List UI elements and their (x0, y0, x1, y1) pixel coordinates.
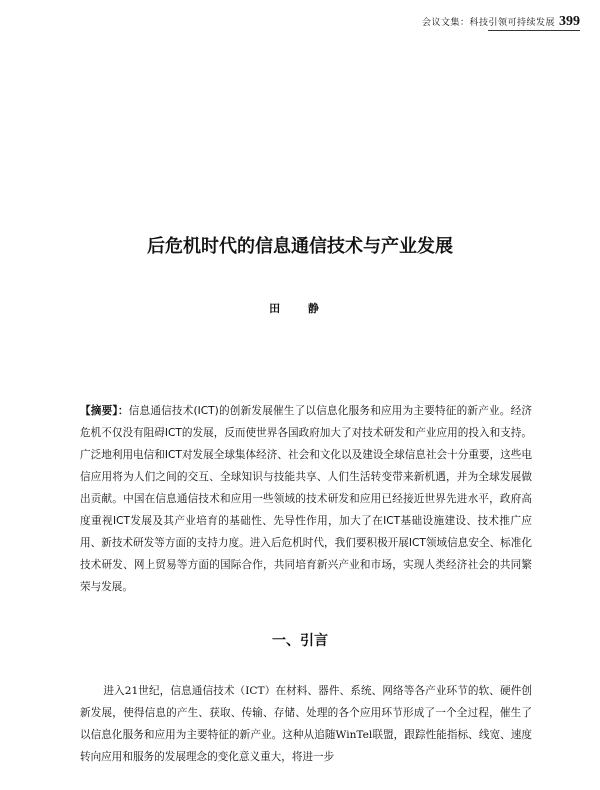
abstract (80, 400, 532, 598)
abstract-text: 信息通信技术(ICT)的创新发展催生了以信息化服务和应用为主要特征的新产业。经济危机不仅没有阻碍ICT的发展，反而使世界各国政府加大了对技术研发和产业应用的投入和支持。广泛地利用电信和ICT对发展全球集体经济、社会和文化以及建设全球信息社会十分重要，这些电信应用将为人们之间的交互、全球知识与技能共享、人们生活转变带来新机遇，并为全球发展做出贡献。中国在信息通信技术和应用一些领域的技术研发和应用已经接近世界先进水平，政府高度重视ICT发展及其产业培育的基础性、先导性作用，加大了在ICT基础设施建设、技术推广应用、新技术研发等方面的支持力度。进入后危机时代，我们要积极开展ICT领域信息安全、标准化技术研发、网上贸易等方面的国际合作，共同培育新兴产业和市场，实现人类经济社会的共同繁荣与发展。 (80, 405, 533, 593)
running-header (422, 14, 580, 30)
section-heading-introduction: 一、引言 (272, 633, 328, 649)
paper-title: 后危机时代的信息通信技术与产业发展 (147, 236, 453, 257)
author-name: 田 静 (269, 302, 331, 315)
page-number: 399 (559, 14, 580, 29)
body-paragraph: 进入21世纪，信息通信技术（ICT）在材料、器件、系统、网络等各产业环节的软、硬件创新发展，使得信息的产生、获取、传输、存储、处理的各个应用环节形成了一个全过程，催生了以信息化服务和应用为主要特征的新产业。这种从追随WinTel联盟，跟踪性能指标、线宽、速度转向应用和服务的发展理念的变化意义重大，将进一步 (80, 685, 532, 763)
header-rule (488, 30, 580, 31)
abstract-label: 【摘要】： (80, 405, 129, 417)
running-header-text: 会议文集：科技引领可持续发展 (421, 18, 555, 28)
